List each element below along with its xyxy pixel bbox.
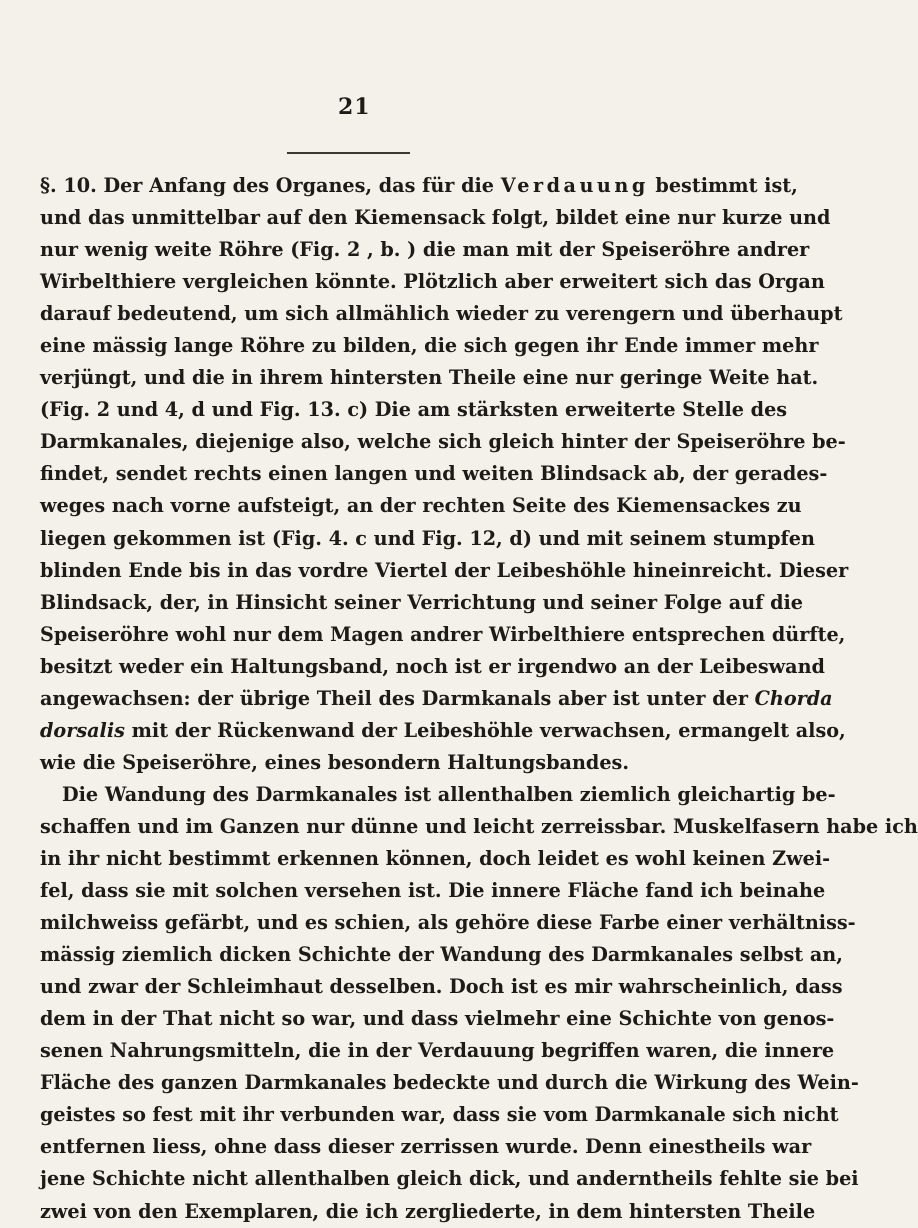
text-segment: jene Schichte nicht allenthalben gleich dick, und anderntheils fehlte sie bei bbox=[40, 1167, 859, 1191]
text-segment: besitzt weder ein Haltungsband, noch ist er irgendwo an der Leibeswand bbox=[40, 654, 825, 678]
text-segment: Chorda bbox=[754, 686, 833, 710]
text-segment: und das unmittelbar auf den Kiemensack folgt, bildet eine nur kurze und bbox=[40, 206, 831, 230]
text-line bbox=[40, 330, 819, 362]
text-segment: verjüngt, und die in ihrem hintersten Theile eine nur geringe Weite hat. bbox=[40, 366, 819, 390]
text-line bbox=[40, 843, 831, 875]
text-line bbox=[40, 971, 843, 1003]
text-segment: Wirbelthiere vergleichen könnte. Plötzlich aber erweitert sich das Organ bbox=[40, 270, 825, 294]
text-line bbox=[40, 907, 856, 939]
text-line bbox=[40, 458, 828, 490]
text-line bbox=[40, 1003, 835, 1035]
text-segment: in ihr nicht bestimmt erkennen können, doch leidet es wohl keinen Zwei- bbox=[40, 846, 831, 870]
header-rule bbox=[287, 152, 410, 154]
text-segment: eine mässig lange Röhre zu bilden, die sich gegen ihr Ende immer mehr bbox=[40, 334, 819, 358]
text-line bbox=[40, 523, 815, 555]
text-segment: findet, sendet rechts einen langen und weiten Blindsack ab, der gerades- bbox=[40, 462, 828, 486]
text-line bbox=[40, 426, 846, 458]
text-line bbox=[40, 1131, 812, 1163]
text-segment: blinden Ende bis in das vordre Viertel der Leibeshöhle hineinreicht. Dieser bbox=[40, 558, 849, 582]
body-text bbox=[40, 170, 918, 1228]
text-segment: fel, dass sie mit solchen versehen ist. Die innere Fläche fand ich beinahe bbox=[40, 879, 826, 903]
text-segment: senen Nahrungsmitteln, die in der Verdauung begriffen waren, die innere bbox=[40, 1039, 835, 1063]
text-segment: Darmkanales, diejenige also, welche sich gleich hinter der Speiseröhre be- bbox=[40, 430, 846, 454]
text-segment: mässig ziemlich dicken Schichte der Wandung des Darmkanales selbst an, bbox=[40, 943, 843, 967]
text-segment: liegen gekommen ist (Fig. 4. c und Fig. 12, d) und mit seinem stumpfen bbox=[40, 526, 815, 550]
text-line bbox=[40, 651, 825, 683]
text-segment: angewachsen: der übrige Theil des Darmkanals aber ist unter der bbox=[40, 686, 755, 710]
text-line bbox=[40, 683, 833, 715]
text-segment: milchweiss gefärbt, und es schien, als gehöre diese Farbe einer verhältniss- bbox=[40, 911, 856, 935]
text-segment: zwei von den Exemplaren, die ich zergliederte, in dem hintersten Theile bbox=[40, 1199, 816, 1223]
text-segment: (Fig. 2 und 4, d und Fig. 13. c) Die am stärksten erweiterte Stelle des bbox=[40, 398, 788, 422]
text-line bbox=[40, 1067, 859, 1099]
text-line bbox=[40, 747, 762, 779]
page-number: 21 bbox=[338, 94, 371, 120]
text-line bbox=[40, 1099, 839, 1131]
text-line bbox=[40, 234, 810, 266]
text-line bbox=[40, 779, 836, 811]
text-line bbox=[40, 1196, 816, 1228]
text-line bbox=[40, 587, 804, 619]
text-segment: darauf bedeutend, um sich allmählich wieder zu verengern und überhaupt bbox=[40, 302, 843, 326]
text-segment: Verdauung bbox=[500, 174, 649, 197]
text-line bbox=[40, 1035, 835, 1067]
text-line bbox=[40, 266, 825, 298]
text-segment: dorsalis bbox=[40, 718, 125, 742]
text-line bbox=[40, 619, 846, 651]
text-line bbox=[40, 939, 843, 971]
text-segment: wie die Speiseröhre, eines besondern Haltungsbandes. bbox=[40, 750, 630, 774]
text-line bbox=[40, 202, 831, 234]
text-line bbox=[40, 490, 802, 522]
text-segment: mit der Rückenwand der Leibeshöhle verwachsen, ermangelt also, bbox=[124, 718, 846, 742]
text-segment: Die Wandung des Darmkanales ist allenthalben ziemlich gleichartig be- bbox=[62, 782, 836, 806]
text-line bbox=[40, 715, 846, 747]
text-segment: Speiseröhre wohl nur dem Magen andrer Wirbelthiere entsprechen dürfte, bbox=[40, 622, 846, 646]
text-line bbox=[40, 875, 826, 907]
text-line bbox=[40, 394, 788, 426]
text-segment: weges nach vorne aufsteigt, an der rechten Seite des Kiemensackes zu bbox=[40, 494, 802, 518]
text-segment: §. 10. Der Anfang des Organes, das für die bbox=[40, 174, 501, 197]
text-segment: nur wenig weite Röhre (Fig. 2 , b. ) die man mit der Speiseröhre andrer bbox=[40, 238, 810, 262]
text-line bbox=[40, 170, 798, 202]
text-segment: Blindsack, der, in Hinsicht seiner Verrichtung und seiner Folge auf die bbox=[40, 590, 804, 614]
text-segment: Fläche des ganzen Darmkanales bedeckte und durch die Wirkung des Wein- bbox=[40, 1071, 859, 1095]
text-segment: und zwar der Schleimhaut desselben. Doch ist es mir wahrscheinlich, dass bbox=[40, 975, 843, 999]
text-line bbox=[40, 362, 819, 394]
text-segment: bestimmt ist, bbox=[648, 174, 798, 197]
text-segment: geistes so fest mit ihr verbunden war, dass sie vom Darmkanale sich nicht bbox=[40, 1103, 839, 1127]
text-line bbox=[40, 555, 849, 587]
text-line bbox=[40, 1163, 859, 1195]
text-line bbox=[40, 298, 843, 330]
text-segment: schaffen und im Ganzen nur dünne und leicht zerreissbar. Muskelfasern habe ich bbox=[40, 814, 918, 838]
text-line bbox=[40, 811, 918, 843]
text-segment: entfernen liess, ohne dass dieser zerrissen wurde. Denn einestheils war bbox=[40, 1135, 812, 1159]
text-segment: dem in der That nicht so war, und dass vielmehr eine Schichte von genos- bbox=[40, 1007, 835, 1031]
